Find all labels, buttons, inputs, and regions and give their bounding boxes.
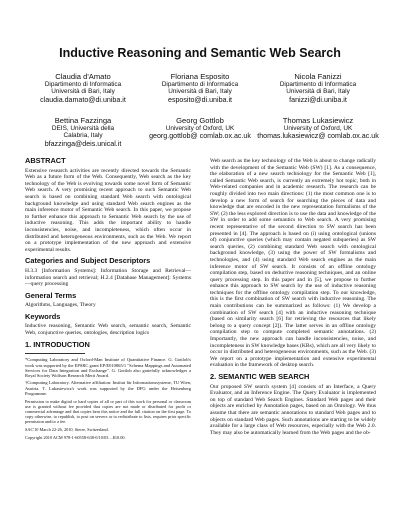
author-block [18, 72, 148, 104]
author-affiliation: Dipartimento di Informatica [279, 81, 357, 88]
author-email: fanizzi@di.uniba.it [289, 95, 347, 104]
author-affiliation: Università di Bari, Italy [286, 88, 350, 96]
author-name: Floriana Esposito [170, 72, 230, 81]
section-heading-introduction: 1. INTRODUCTION [25, 339, 90, 349]
keywords-text: Inductive reasoning, Semantic Web search, semantic search, Semantic Web, conjunctive queries, ontologies, description logics [25, 323, 191, 337]
author-block [135, 72, 265, 104]
footnote: †Computing Laboratory. Alternative affiliation: Institut für Informationssysteme, TU Wien, Austria. T. Lukasiewicz's work was supported by the DFG under the Heisenberg Programme. [25, 380, 191, 397]
categories-text: H.3.3 [Information Systems]: Information Storage and Retrieval—information search and retrieval; H.2.4 [Database Management]: Systems—query processing [25, 267, 191, 288]
author-name: Thomas Lukasiewicz [282, 116, 354, 125]
author-affiliation: Dipartimento di Informatica [44, 81, 122, 88]
abstract-text: Extensive research activities are recently directed towards the Semantic Web as a future form of the Web. Consequently, Web search as the key technology of the Web is evolving towards some novel form of Semantic Web search. A very promising recent approach to such Semantic Web search is based on combining standard Web search with ontological background knowledge and using standard Web search engines as the main inference motor of Semantic Web search. In this paper, we propose to further enhance this approach to Semantic Web search by the use of inductive reasoning. This adds the important ability to handle inconsistencies, noise, and incompleteness, which often occur in distributed and heterogeneous environments, such as the Web. We report on a prototype implementation of the new approach and extensive experimental results. [25, 167, 191, 253]
permission-notice: Permission to make digital or hard copies of all or part of this work for personal or classroom use is granted without fee provided that copies are not made or distributed for profit or commercial advantage and that copies bear this notice and the full citation on the first page. To copy otherwise, to republish, to post on servers or to redistribute to lists, requires prior specific permission and/or a fee. [25, 399, 191, 425]
author-name: Georg Gottlob [176, 116, 224, 125]
introduction-text: Web search as the key technology of the Web is about to change radically with the development of the Semantic Web (SW) [1]. As a consequence, the elaboration of a new search technology for the Semantic Web [1], called Semantic Web search, is currently an extremely hot topic, both in Web-related companies and in academic research. The research can be roughly divided into two main directions: (1) the most common one is to develop a new form of search for searching the pieces of data and knowledge that are encoded in the new representation formalisms of the SW; (2) the less explored direction is to use the data and knowledge of the SW in order to add some semantics to Web search. A very promising recent representative of the second direction to SW search has been presented in [4]. The approach is based on (i) using ontological (unions of) conjunctive queries (which may contain negated subqueries) as SW search queries, (2) combining standard Web search with ontological background knowledge, (3) using the power of SW formalisms and technologies, and (4) using standard Web search engines as the main inference motor of SW search. It consists of an offline ontology compilation step, based on deductive reasoning techniques, and an online query processing step. In this paper and in [5], we propose to further enhance this approach to SW search by the use of inductive reasoning techniques for the offline ontology compilation step. To our knowledge, this is the first combination of SW search with inductive reasoning. The main contributions can be summarized as follows: (1) We develop a combination of SW search [4] with an inductive reasoning technique (based on similarity search [6] for retrieving the resources that likely belong to a query concept [2]). The latter serves in an offline ontology compilation step to compute completed semantic annotations. (2) Importantly, the new approach can handle inconsistencies, noise, and incompleteness in SW knowledge bases (KBs), which are all very likely to occur in distributed and heterogeneous environments, such as the Web. (3) We report on a prototype implementation and extensive experimental evaluation in the framework of desktop search. [210, 158, 376, 369]
author-affiliation: Calabria, Italy [63, 132, 103, 140]
footnote-divider [25, 353, 85, 354]
copyright-line: Copyright 2010 ACM 978-1-60558-638-0/10/03 ...$10.00. [25, 435, 126, 441]
left-column [25, 158, 191, 442]
author-affiliation: Dipartimento di Informatica [161, 81, 239, 88]
author-affiliation: Università di Bari, Italy [168, 88, 232, 96]
author-affiliation: University of Oxford, UK [283, 125, 353, 132]
section-heading-semantic-web-search: 2. SEMANTIC WEB SEARCH [210, 372, 310, 381]
section-heading-keywords: Keywords [25, 311, 61, 321]
section-heading-categories: Categories and Subject Descriptors [25, 256, 151, 266]
author-block [18, 116, 148, 148]
author-affiliation: University of Oxford, UK [165, 125, 235, 132]
section-text: Our proposed SW search system [4] consists of an Interface, a Query Evaluator, and an Inference Engine. The Query Evaluator is implemented on top of standard Web Search Engines. Standard Web pages and their objects are enriched by Annotation pages, based on an Ontology. We thus assume that there are semantic annotations to standard Web pages and to objects on standard Web pages. Such annotations are starting to be widely available for a large class of Web resources, especially with the Web 2.0. They may also be automatically learned from the Web pages and the ob- [210, 383, 376, 436]
author-email: georg.gottlob@ comlab.ox.ac.uk [149, 132, 251, 141]
author-email: esposito@di.uniba.it [168, 95, 232, 104]
author-name: Nicola Fanizzi [294, 72, 342, 81]
author-email: claudia.damato@di.uniba.it [40, 95, 126, 104]
author-block [253, 116, 383, 141]
author-block [253, 72, 383, 104]
section-heading-terms: General Terms [25, 290, 77, 300]
author-block [135, 116, 265, 141]
terms-text: Algorithms, Languages, Theory [25, 302, 96, 309]
venue-line: SAC'10 March 22-26, 2010, Sierre, Switzerland. [25, 427, 109, 433]
right-column [210, 158, 376, 438]
author-affiliation: DEIS, Università della [51, 125, 115, 132]
author-email: thomas.lukasiewicz@ comlab.ox.ac.uk [257, 132, 379, 141]
author-email: bfazzinga@deis.unical.it [44, 139, 122, 148]
section-heading-abstract: ABSTRACT [25, 156, 66, 165]
footnote: *Computing Laboratory and Oxford-Man Institute of Quantitative Finance. G. Gottlob's work was supported by the EPSRC grant EP/E010865/1 "Schema Mappings and Automated Services for Data Integration and Exchange". G. Gottlob also gratefully acknowledges a Royal Society Wolfson Research Merit Award. [25, 357, 191, 379]
author-name: Bettina Fazzinga [54, 116, 112, 125]
author-name: Claudia d'Amato [55, 72, 111, 81]
author-affiliation: Università di Bari, Italy [51, 88, 115, 96]
paper-title: Inductive Reasoning and Semantic Web Search [59, 46, 341, 60]
